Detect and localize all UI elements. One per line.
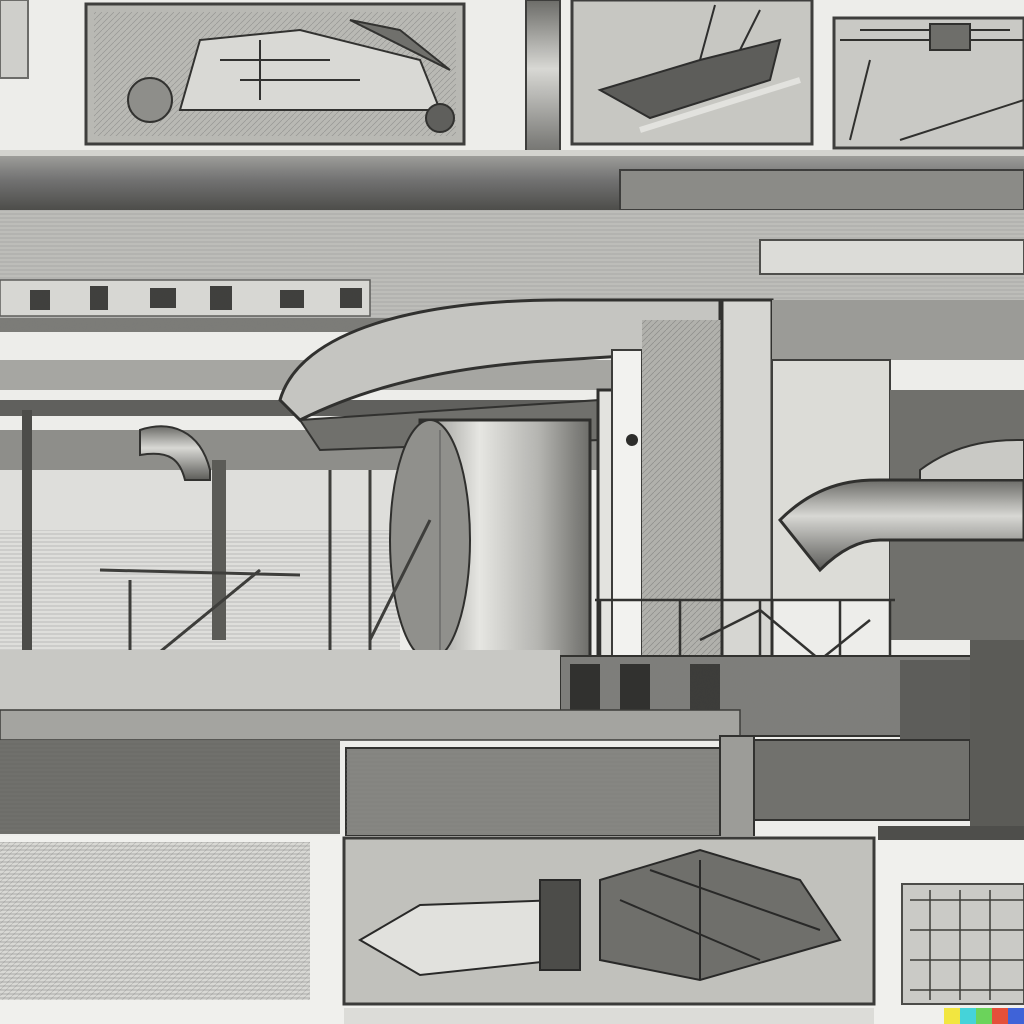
color-bar-watermark xyxy=(944,1008,1024,1024)
color-swatch-4 xyxy=(992,1008,1008,1024)
color-swatch-2 xyxy=(960,1008,976,1024)
color-swatch-1 xyxy=(944,1008,960,1024)
color-swatch-5 xyxy=(1008,1008,1024,1024)
color-swatch-3 xyxy=(976,1008,992,1024)
